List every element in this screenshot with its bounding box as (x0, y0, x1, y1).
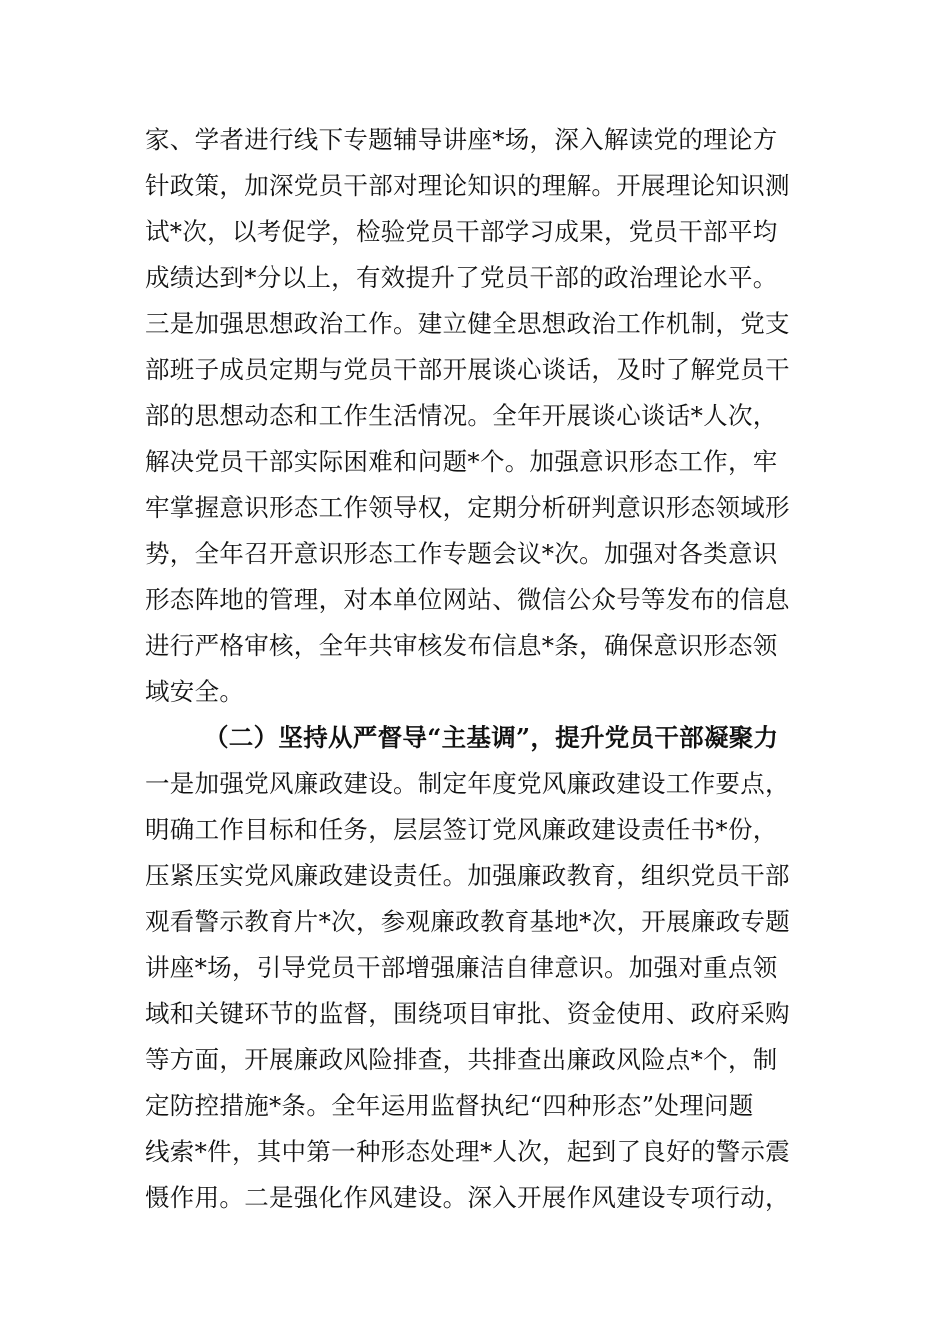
paragraph-line: 势，全年召开意识形态工作专题会议*次。加强对各类意识 (145, 539, 778, 568)
paragraph-line: 部的思想动态和工作生活情况。全年开展谈心谈话*人次， (145, 401, 778, 430)
paragraph-line: 压紧压实党风廉政建设责任。加强廉政教育，组织党员干部 (145, 861, 790, 890)
paragraph-line: 等方面，开展廉政风险排查，共排查出廉政风险点*个，制 (145, 1045, 778, 1074)
paragraph-line: 针政策，加深党员干部对理论知识的理解。开展理论知识测 (145, 171, 790, 200)
paragraph-line: 牢掌握意识形态工作领导权，定期分析研判意识形态领域形 (145, 493, 790, 522)
paragraph-line: 家、学者进行线下专题辅导讲座*场，深入解读党的理论方 (145, 125, 778, 154)
paragraph-line: 定防控措施*条。全年运用监督执纪“四种形态”处理问题 (145, 1091, 754, 1120)
paragraph-line: 解决党员干部实际困难和问题*个。加强意识形态工作，牢 (145, 447, 778, 476)
paragraph-line: 慑作用。二是强化作风建设。深入开展作风建设专项行动， (145, 1183, 790, 1212)
paragraph-line: 讲座*场，引导党员干部增强廉洁自律意识。加强对重点领 (145, 953, 778, 982)
paragraph-line: 域安全。 (145, 677, 245, 706)
paragraph-line: 进行严格审核，全年共审核发布信息*条，确保意识形态领 (145, 631, 778, 660)
paragraph-line: 试*次，以考促学，检验党员干部学习成果，党员干部平均 (145, 217, 778, 246)
paragraph-line: 成绩达到*分以上，有效提升了党员干部的政治理论水平。 (145, 263, 778, 292)
paragraph-line: 明确工作目标和任务，层层签订党风廉政建设责任书*份， (145, 815, 778, 844)
paragraph-line: 观看警示教育片*次，参观廉政教育基地*次，开展廉政专题 (145, 907, 791, 936)
paragraph-line: 三是加强思想政治工作。建立健全思想政治工作机制，党支 (145, 309, 790, 338)
paragraph-line: 形态阵地的管理，对本单位网站、微信公众号等发布的信息 (145, 585, 790, 614)
paragraph-line: 域和关键环节的监督，围绕项目审批、资金使用、政府采购 (145, 999, 790, 1028)
section-heading: （二）坚持从严督导“主基调”，提升党员干部凝聚力 (204, 723, 779, 752)
paragraph-line: 一是加强党风廉政建设。制定年度党风廉政建设工作要点， (145, 769, 790, 798)
paragraph-line: 线索*件，其中第一种形态处理*人次，起到了良好的警示震 (145, 1137, 791, 1166)
paragraph-line: 部班子成员定期与党员干部开展谈心谈话，及时了解党员干 (145, 355, 790, 384)
